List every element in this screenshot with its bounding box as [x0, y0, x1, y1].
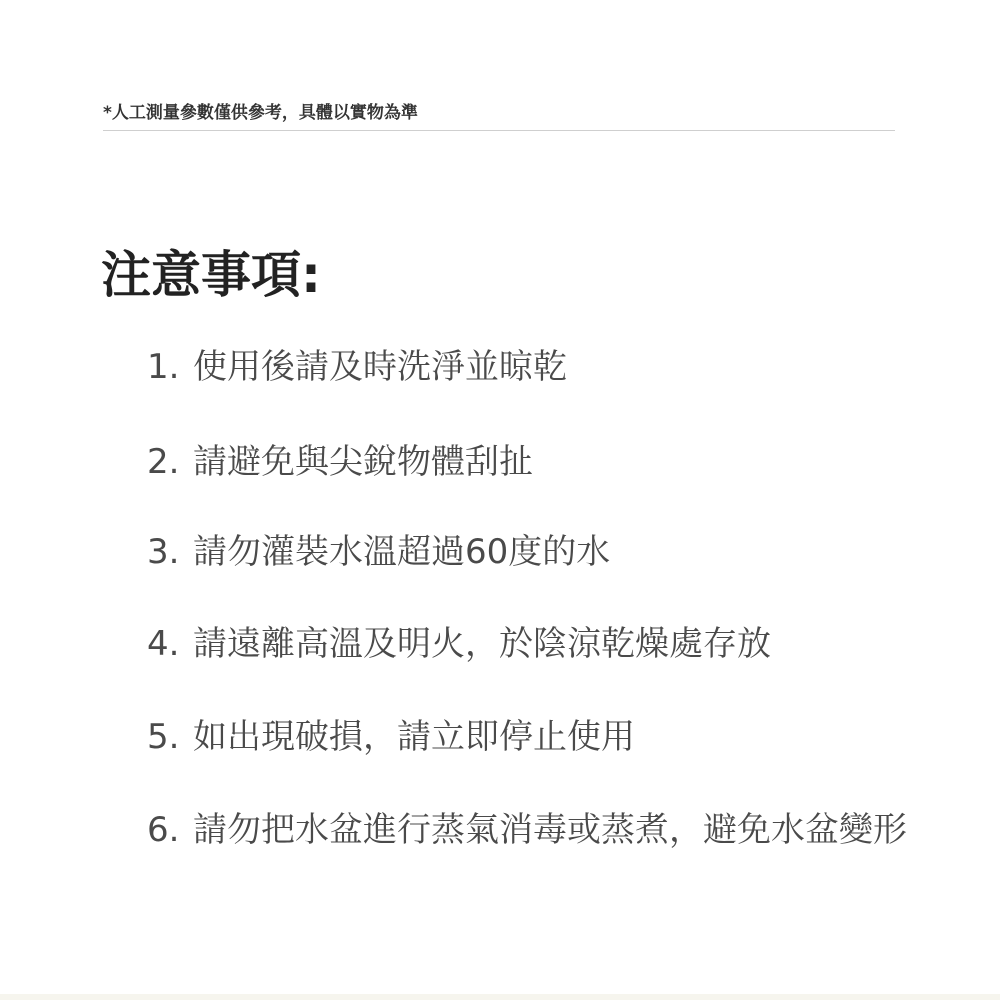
list-item: [147, 806, 907, 854]
item-text: 如出現破損，請立即停止使用: [193, 717, 635, 757]
item-number: 6.: [147, 810, 180, 850]
item-number: 2.: [147, 442, 180, 482]
disclaimer-text: *人工測量參數僅供參考，具體以實物為準: [103, 103, 418, 123]
list-item: [147, 343, 907, 391]
item-number: 5.: [147, 717, 180, 757]
item-text: 請遠離高溫及明火，於陰涼乾燥處存放: [193, 624, 771, 664]
item-text: 請避免與尖銳物體刮扯: [193, 442, 533, 482]
item-text: 使用後請及時洗淨並晾乾: [193, 347, 567, 387]
item-number: 4.: [147, 624, 180, 664]
list-item: [147, 528, 907, 576]
bottom-strip: [0, 994, 1000, 1000]
item-number: 3.: [147, 532, 180, 572]
item-text: 請勿把水盆進行蒸氣消毒或蒸煮，避免水盆變形: [193, 810, 907, 850]
item-number: 1.: [147, 347, 180, 387]
list-item: [147, 620, 907, 668]
item-text: 請勿灌裝水溫超過60度的水: [193, 532, 611, 572]
list-item: [147, 438, 907, 486]
list-item: [147, 713, 907, 761]
divider-line: [103, 130, 895, 131]
notice-heading: 注意事項:: [101, 246, 321, 304]
